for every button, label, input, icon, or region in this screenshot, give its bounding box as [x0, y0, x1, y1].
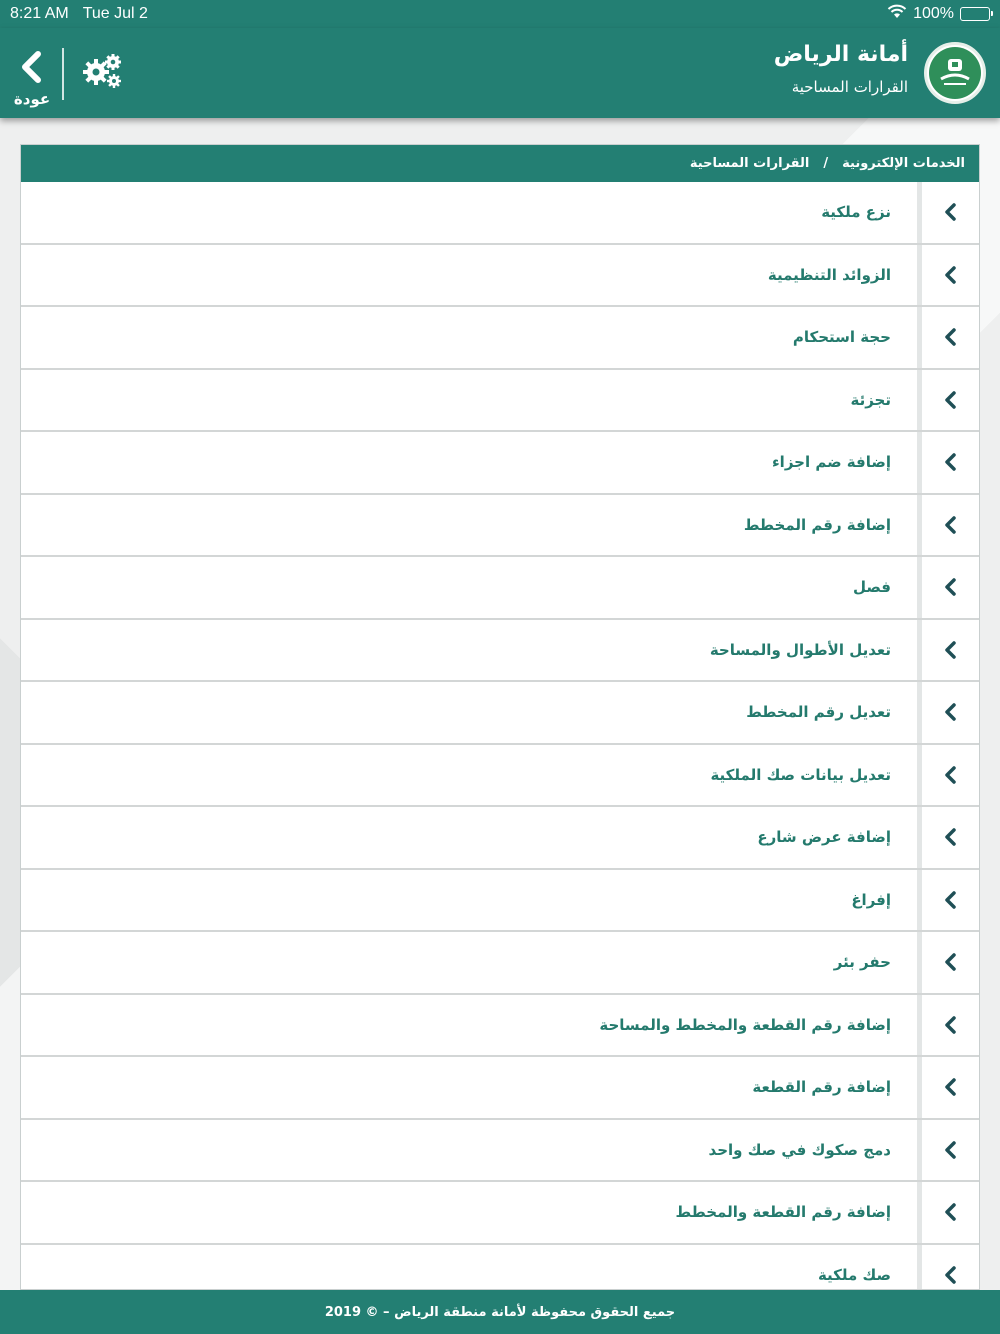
- gears-icon: [82, 52, 124, 92]
- row-chevron-cell: [917, 870, 979, 931]
- list-item[interactable]: [21, 870, 979, 933]
- status-date: Tue Jul 2: [82, 5, 148, 22]
- list-item-label: حجة استحكام: [792, 328, 891, 347]
- riyadh-logo: [924, 42, 986, 104]
- breadcrumb-root[interactable]: الخدمات الإلكترونية: [842, 156, 965, 171]
- list-item-label: الزوائد التنظيمية: [767, 265, 891, 284]
- chevron-left-icon: [943, 1140, 959, 1160]
- row-chevron-cell: [917, 432, 979, 493]
- battery-percent: 100%: [913, 5, 954, 22]
- chevron-left-icon: [943, 890, 959, 910]
- chevron-left-icon: [943, 827, 959, 847]
- row-chevron-cell: [917, 245, 979, 306]
- list-item[interactable]: [21, 182, 979, 245]
- wifi-icon: [887, 4, 907, 24]
- list-item-label: حفر بئر: [833, 953, 891, 972]
- row-chevron-cell: [917, 745, 979, 806]
- settings-button[interactable]: [82, 52, 124, 92]
- chevron-left-icon: [943, 265, 959, 285]
- services-list: [21, 182, 979, 1290]
- list-item[interactable]: [21, 370, 979, 433]
- list-item-label: تجزئة: [850, 390, 891, 409]
- app-title: أمانة الرياض: [773, 42, 908, 67]
- list-item-label: إضافة ضم اجزاء: [772, 453, 891, 472]
- row-chevron-cell: [917, 1120, 979, 1181]
- list-item[interactable]: [21, 1057, 979, 1120]
- list-item[interactable]: [21, 932, 979, 995]
- row-chevron-cell: [917, 1057, 979, 1118]
- app-header: [0, 28, 1000, 118]
- row-chevron-cell: [917, 1245, 979, 1291]
- list-item[interactable]: [21, 1120, 979, 1183]
- list-item[interactable]: [21, 557, 979, 620]
- list-item[interactable]: [21, 1245, 979, 1291]
- list-item[interactable]: [21, 307, 979, 370]
- list-item[interactable]: [21, 807, 979, 870]
- chevron-left-icon: [943, 1077, 959, 1097]
- list-item-label: صك ملكية: [817, 1265, 891, 1284]
- chevron-left-icon: [943, 390, 959, 410]
- list-item[interactable]: [21, 432, 979, 495]
- status-time: 8:21 AM: [10, 5, 69, 22]
- chevron-left-icon: [943, 1202, 959, 1222]
- chevron-left-icon: [943, 452, 959, 472]
- list-item[interactable]: [21, 745, 979, 808]
- breadcrumb-current: القرارات المساحية: [689, 156, 810, 171]
- list-item-label: تعديل رقم المخطط: [746, 703, 891, 722]
- header-divider: [62, 48, 64, 100]
- list-item-label: إفراغ: [851, 890, 891, 909]
- services-card: [20, 144, 980, 1290]
- chevron-left-icon: [943, 952, 959, 972]
- list-item[interactable]: [21, 682, 979, 745]
- chevron-left-icon: [943, 640, 959, 660]
- chevron-left-icon: [943, 765, 959, 785]
- row-chevron-cell: [917, 932, 979, 993]
- list-item-label: إضافة عرض شارع: [757, 828, 891, 847]
- chevron-left-icon: [943, 577, 959, 597]
- row-chevron-cell: [917, 1182, 979, 1243]
- row-chevron-cell: [917, 995, 979, 1056]
- row-chevron-cell: [917, 620, 979, 681]
- chevron-left-icon: [943, 702, 959, 722]
- battery-icon: [960, 7, 990, 21]
- list-item-label: إضافة رقم القطعة والمخطط والمساحة: [599, 1015, 891, 1034]
- breadcrumb: [21, 145, 979, 182]
- footer: [0, 1290, 1000, 1334]
- list-item-label: تعديل الأطوال والمساحة: [709, 640, 891, 659]
- chevron-left-icon: [943, 1015, 959, 1035]
- back-label: عودة: [13, 90, 51, 108]
- row-chevron-cell: [917, 557, 979, 618]
- list-item[interactable]: [21, 620, 979, 683]
- list-item-label: إضافة رقم القطعة: [752, 1078, 891, 1097]
- list-item[interactable]: [21, 995, 979, 1058]
- chevron-left-icon: [17, 50, 47, 84]
- chevron-left-icon: [943, 202, 959, 222]
- chevron-left-icon: [943, 1265, 959, 1285]
- list-item-label: نزع ملكية: [821, 203, 891, 222]
- breadcrumb-separator: /: [823, 156, 829, 171]
- row-chevron-cell: [917, 370, 979, 431]
- list-item-label: فصل: [853, 578, 891, 597]
- chevron-left-icon: [943, 327, 959, 347]
- row-chevron-cell: [917, 682, 979, 743]
- list-item-label: إضافة رقم المخطط: [743, 515, 891, 534]
- list-item-label: تعديل بيانات صك الملكية: [710, 765, 891, 784]
- back-button[interactable]: [10, 50, 54, 110]
- page-subtitle: القرارات المساحية: [791, 78, 908, 96]
- list-item[interactable]: [21, 245, 979, 308]
- status-bar: [0, 0, 1000, 28]
- list-item[interactable]: [21, 1182, 979, 1245]
- list-item-label: دمج صكوك في صك واحد: [708, 1140, 891, 1159]
- list-item[interactable]: [21, 495, 979, 558]
- list-item-label: إضافة رقم القطعة والمخطط: [675, 1203, 891, 1222]
- chevron-left-icon: [943, 515, 959, 535]
- copyright-text: جميع الحقوق محفوظة لأمانة منطقة الرياض – © 2019: [324, 1304, 676, 1320]
- row-chevron-cell: [917, 807, 979, 868]
- row-chevron-cell: [917, 182, 979, 243]
- row-chevron-cell: [917, 495, 979, 556]
- row-chevron-cell: [917, 307, 979, 368]
